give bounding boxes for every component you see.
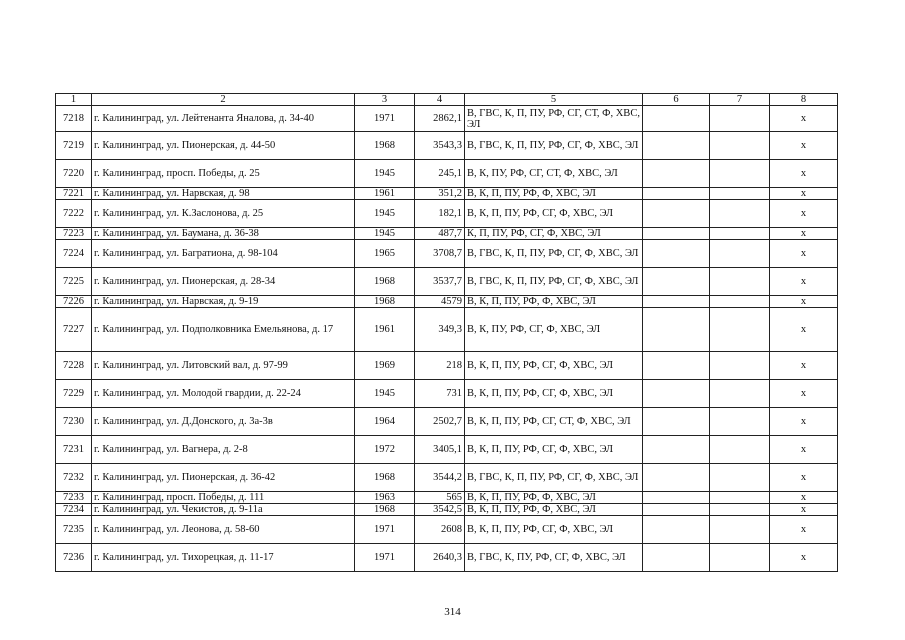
column-7-cell xyxy=(710,516,770,544)
row-number-cell: 7228 xyxy=(56,352,92,380)
services-cell: В, ГВС, К, ПУ, РФ, СГ, Ф, ХВС, ЭЛ xyxy=(465,544,643,572)
year-cell: 1945 xyxy=(355,200,415,228)
column-6-cell xyxy=(643,160,710,188)
column-6-cell xyxy=(643,408,710,436)
address-cell: г. Калининград, ул. Литовский вал, д. 97-99 xyxy=(92,352,355,380)
address-cell: г. Калининград, ул. Леонова, д. 58-60 xyxy=(92,516,355,544)
table-row xyxy=(56,106,838,132)
table-row xyxy=(56,492,838,504)
column-8-cell: х xyxy=(770,516,838,544)
column-8-cell: х xyxy=(770,160,838,188)
services-cell: В, ГВС, К, П, ПУ, РФ, СГ, Ф, ХВС, ЭЛ xyxy=(465,240,643,268)
row-number-cell: 7234 xyxy=(56,504,92,516)
table-row xyxy=(56,544,838,572)
table-row xyxy=(56,436,838,464)
table-row xyxy=(56,268,838,296)
year-cell: 1961 xyxy=(355,188,415,200)
column-8-cell: х xyxy=(770,132,838,160)
address-cell: г. Калининград, ул. К.Заслонова, д. 25 xyxy=(92,200,355,228)
col-header-2: 2 xyxy=(92,94,355,106)
column-8-cell: х xyxy=(770,228,838,240)
area-cell: 565 xyxy=(415,492,465,504)
address-cell: г. Калининград, ул. Подполковника Емельянова, д. 17 xyxy=(92,308,355,352)
row-number-cell: 7223 xyxy=(56,228,92,240)
address-cell: г. Калининград, ул. Чекистов, д. 9-11а xyxy=(92,504,355,516)
year-cell: 1965 xyxy=(355,240,415,268)
column-number-row xyxy=(56,94,838,106)
column-7-cell xyxy=(710,132,770,160)
services-cell: В, ГВС, К, П, ПУ, РФ, СГ, Ф, ХВС, ЭЛ xyxy=(465,464,643,492)
column-7-cell xyxy=(710,492,770,504)
column-8-cell: х xyxy=(770,464,838,492)
services-cell: В, ГВС, К, П, ПУ, РФ, СГ, Ф, ХВС, ЭЛ xyxy=(465,132,643,160)
column-6-cell xyxy=(643,228,710,240)
column-6-cell xyxy=(643,188,710,200)
column-6-cell xyxy=(643,106,710,132)
column-7-cell xyxy=(710,160,770,188)
year-cell: 1963 xyxy=(355,492,415,504)
column-8-cell: х xyxy=(770,380,838,408)
col-header-8: 8 xyxy=(770,94,838,106)
column-7-cell xyxy=(710,408,770,436)
row-number-cell: 7229 xyxy=(56,380,92,408)
column-6-cell xyxy=(643,544,710,572)
area-cell: 351,2 xyxy=(415,188,465,200)
area-cell: 3708,7 xyxy=(415,240,465,268)
column-6-cell xyxy=(643,308,710,352)
area-cell: 245,1 xyxy=(415,160,465,188)
col-header-5: 5 xyxy=(465,94,643,106)
row-number-cell: 7219 xyxy=(56,132,92,160)
column-8-cell: х xyxy=(770,296,838,308)
row-number-cell: 7222 xyxy=(56,200,92,228)
table-row xyxy=(56,308,838,352)
column-8-cell: х xyxy=(770,240,838,268)
column-8-cell: х xyxy=(770,268,838,296)
services-cell: В, К, П, ПУ, РФ, СГ, Ф, ХВС, ЭЛ xyxy=(465,436,643,464)
column-8-cell: х xyxy=(770,492,838,504)
table-body xyxy=(56,106,838,572)
year-cell: 1945 xyxy=(355,160,415,188)
table-row xyxy=(56,516,838,544)
year-cell: 1968 xyxy=(355,464,415,492)
table-row xyxy=(56,380,838,408)
column-6-cell xyxy=(643,464,710,492)
column-8-cell: х xyxy=(770,308,838,352)
services-cell: В, К, П, ПУ, РФ, СГ, СТ, Ф, ХВС, ЭЛ xyxy=(465,408,643,436)
address-cell: г. Калининград, ул. Пионерская, д. 36-42 xyxy=(92,464,355,492)
column-8-cell: х xyxy=(770,106,838,132)
column-7-cell xyxy=(710,352,770,380)
area-cell: 3544,2 xyxy=(415,464,465,492)
services-cell: В, К, П, ПУ, РФ, Ф, ХВС, ЭЛ xyxy=(465,504,643,516)
column-8-cell: х xyxy=(770,436,838,464)
col-header-1: 1 xyxy=(56,94,92,106)
year-cell: 1945 xyxy=(355,228,415,240)
year-cell: 1972 xyxy=(355,436,415,464)
column-7-cell xyxy=(710,188,770,200)
year-cell: 1968 xyxy=(355,296,415,308)
row-number-cell: 7233 xyxy=(56,492,92,504)
area-cell: 2502,7 xyxy=(415,408,465,436)
address-cell: г. Калининград, ул. Багратиона, д. 98-104 xyxy=(92,240,355,268)
year-cell: 1945 xyxy=(355,380,415,408)
address-cell: г. Калининград, ул. Нарвская, д. 98 xyxy=(92,188,355,200)
address-cell: г. Калининград, ул. Вагнера, д. 2-8 xyxy=(92,436,355,464)
services-cell: В, К, П, ПУ, РФ, СГ, Ф, ХВС, ЭЛ xyxy=(465,352,643,380)
row-number-cell: 7231 xyxy=(56,436,92,464)
column-7-cell xyxy=(710,544,770,572)
row-number-cell: 7220 xyxy=(56,160,92,188)
table-row xyxy=(56,240,838,268)
services-cell: В, К, П, ПУ, РФ, Ф, ХВС, ЭЛ xyxy=(465,296,643,308)
col-header-3: 3 xyxy=(355,94,415,106)
column-8-cell: х xyxy=(770,408,838,436)
table-row xyxy=(56,408,838,436)
address-cell: г. Калининград, ул. Д.Донского, д. 3а-3в xyxy=(92,408,355,436)
services-cell: В, К, П, ПУ, РФ, Ф, ХВС, ЭЛ xyxy=(465,188,643,200)
table-row xyxy=(56,504,838,516)
column-7-cell xyxy=(710,380,770,408)
column-7-cell xyxy=(710,296,770,308)
address-cell: г. Калининград, просп. Победы, д. 25 xyxy=(92,160,355,188)
column-7-cell xyxy=(710,464,770,492)
column-6-cell xyxy=(643,380,710,408)
table-row xyxy=(56,188,838,200)
housing-register-table xyxy=(55,93,838,572)
services-cell: В, К, П, ПУ, РФ, СГ, Ф, ХВС, ЭЛ xyxy=(465,200,643,228)
column-7-cell xyxy=(710,228,770,240)
row-number-cell: 7225 xyxy=(56,268,92,296)
column-6-cell xyxy=(643,504,710,516)
column-7-cell xyxy=(710,308,770,352)
area-cell: 487,7 xyxy=(415,228,465,240)
area-cell: 2862,1 xyxy=(415,106,465,132)
address-cell: г. Калининград, ул. Молодой гвардии, д. 22-24 xyxy=(92,380,355,408)
column-6-cell xyxy=(643,268,710,296)
table-row xyxy=(56,200,838,228)
table-row xyxy=(56,228,838,240)
table-row xyxy=(56,160,838,188)
year-cell: 1968 xyxy=(355,132,415,160)
table-row xyxy=(56,464,838,492)
year-cell: 1971 xyxy=(355,106,415,132)
address-cell: г. Калининград, ул. Пионерская, д. 28-34 xyxy=(92,268,355,296)
column-8-cell: х xyxy=(770,544,838,572)
address-cell: г. Калининград, ул. Нарвская, д. 9-19 xyxy=(92,296,355,308)
year-cell: 1968 xyxy=(355,504,415,516)
services-cell: В, ГВС, К, П, ПУ, РФ, СГ, СТ, Ф, ХВС, ЭЛ xyxy=(465,106,643,132)
area-cell: 218 xyxy=(415,352,465,380)
year-cell: 1964 xyxy=(355,408,415,436)
address-cell: г. Калининград, ул. Лейтенанта Яналова, д. 34-40 xyxy=(92,106,355,132)
row-number-cell: 7224 xyxy=(56,240,92,268)
address-cell: г. Калининград, ул. Пионерская, д. 44-50 xyxy=(92,132,355,160)
services-cell: В, К, П, ПУ, РФ, СГ, Ф, ХВС, ЭЛ xyxy=(465,516,643,544)
year-cell: 1969 xyxy=(355,352,415,380)
page-number: 314 xyxy=(444,606,461,618)
services-cell: В, К, П, ПУ, РФ, СГ, Ф, ХВС, ЭЛ xyxy=(465,380,643,408)
column-6-cell xyxy=(643,436,710,464)
column-6-cell xyxy=(643,240,710,268)
area-cell: 2640,3 xyxy=(415,544,465,572)
column-7-cell xyxy=(710,106,770,132)
column-8-cell: х xyxy=(770,188,838,200)
area-cell: 3405,1 xyxy=(415,436,465,464)
row-number-cell: 7226 xyxy=(56,296,92,308)
area-cell: 731 xyxy=(415,380,465,408)
column-6-cell xyxy=(643,516,710,544)
row-number-cell: 7221 xyxy=(56,188,92,200)
table-row xyxy=(56,352,838,380)
address-cell: г. Калининград, ул. Тихорецкая, д. 11-17 xyxy=(92,544,355,572)
services-cell: В, К, П, ПУ, РФ, Ф, ХВС, ЭЛ xyxy=(465,492,643,504)
row-number-cell: 7218 xyxy=(56,106,92,132)
table-row xyxy=(56,132,838,160)
area-cell: 182,1 xyxy=(415,200,465,228)
column-6-cell xyxy=(643,492,710,504)
year-cell: 1971 xyxy=(355,516,415,544)
col-header-6: 6 xyxy=(643,94,710,106)
services-cell: В, ГВС, К, П, ПУ, РФ, СГ, Ф, ХВС, ЭЛ xyxy=(465,268,643,296)
year-cell: 1961 xyxy=(355,308,415,352)
column-6-cell xyxy=(643,200,710,228)
column-6-cell xyxy=(643,132,710,160)
column-8-cell: х xyxy=(770,504,838,516)
row-number-cell: 7235 xyxy=(56,516,92,544)
row-number-cell: 7230 xyxy=(56,408,92,436)
year-cell: 1971 xyxy=(355,544,415,572)
column-7-cell xyxy=(710,436,770,464)
column-7-cell xyxy=(710,268,770,296)
col-header-7: 7 xyxy=(710,94,770,106)
area-cell: 3543,3 xyxy=(415,132,465,160)
address-cell: г. Калининград, ул. Баумана, д. 36-38 xyxy=(92,228,355,240)
area-cell: 2608 xyxy=(415,516,465,544)
services-cell: В, К, ПУ, РФ, СГ, СТ, Ф, ХВС, ЭЛ xyxy=(465,160,643,188)
column-7-cell xyxy=(710,240,770,268)
services-cell: В, К, ПУ, РФ, СГ, Ф, ХВС, ЭЛ xyxy=(465,308,643,352)
column-6-cell xyxy=(643,296,710,308)
area-cell: 3537,7 xyxy=(415,268,465,296)
area-cell: 4579 xyxy=(415,296,465,308)
row-number-cell: 7232 xyxy=(56,464,92,492)
column-8-cell: х xyxy=(770,200,838,228)
column-7-cell xyxy=(710,200,770,228)
col-header-4: 4 xyxy=(415,94,465,106)
year-cell: 1968 xyxy=(355,268,415,296)
area-cell: 3542,5 xyxy=(415,504,465,516)
column-6-cell xyxy=(643,352,710,380)
services-cell: К, П, ПУ, РФ, СГ, Ф, ХВС, ЭЛ xyxy=(465,228,643,240)
column-7-cell xyxy=(710,504,770,516)
row-number-cell: 7227 xyxy=(56,308,92,352)
row-number-cell: 7236 xyxy=(56,544,92,572)
address-cell: г. Калининград, просп. Победы, д. 111 xyxy=(92,492,355,504)
area-cell: 349,3 xyxy=(415,308,465,352)
table-row xyxy=(56,296,838,308)
column-8-cell: х xyxy=(770,352,838,380)
